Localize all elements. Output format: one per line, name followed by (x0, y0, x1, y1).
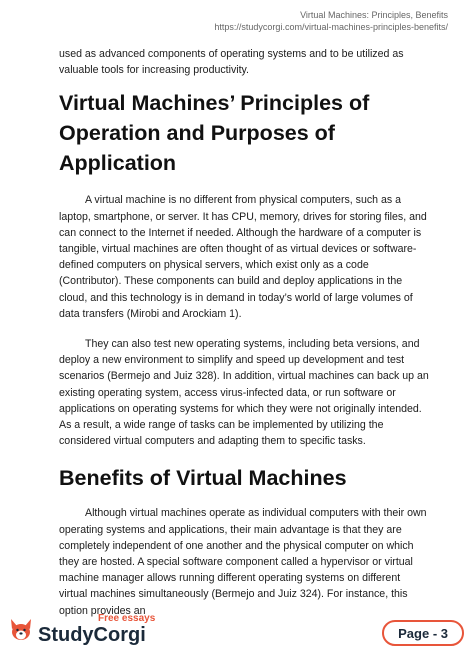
intro-paragraph: used as advanced components of operating systems and to be utilized as valuable tools for increasing productivity. (59, 48, 404, 77)
section-heading-principles: Virtual Machines’ Principles of Operation and Purposes of Application (59, 91, 370, 176)
page-number-badge: Page - 3 (382, 620, 464, 646)
brand-name: StudyCorgi (38, 624, 146, 646)
section-heading-benefits: Benefits of Virtual Machines (59, 466, 347, 491)
paragraph-2: They can also test new operating systems, including beta versions, and deploy a new environment to simplify and speed up development and test scenarios (Bermejo and Juiz 328). In addition, virtual machines can back up an existing operating system, access virus-infected data, or run software or applications on operating systems for which they were not originally intended. As a result, a wide range of tasks can be implemented by utilizing the considered virtual computers and adapting them to specific tasks. (59, 338, 429, 448)
studycorgi-logo[interactable] (8, 614, 155, 646)
page-header (214, 9, 448, 33)
paragraph-1: A virtual machine is no different from physical computers, such as a laptop, smartphone, or server. It has CPU, memory, drives for storing files, and can connect to the Internet if needed. Although the hardware of a computer is tangible, virtual machines are often thought of as virtual devices or software-defined computers on physical servers, which exist only as a code (Contributor). These components can build and deploy applications in the cloud, and this technology is in demand in today’s world of large volumes of data transfers (Mirobi and Arockiam 1). (59, 194, 427, 320)
page-footer (0, 610, 474, 654)
paragraph-3: Although virtual machines operate as individual computers with their own operating systems and applications, their main advantage is that they are completely independent of one another and the physical computer on which they are hosted. A special software component called a hypervisor or virtual machine manager allows running different operating systems on different virtual machines simultaneously (Bermejo and Juiz 324). For instance, this option provides an (59, 507, 427, 617)
document-title: Virtual Machines: Principles, Benefits (300, 10, 448, 20)
document-body (59, 46, 429, 633)
corgi-icon (8, 617, 34, 646)
document-url[interactable]: https://studycorgi.com/virtual-machines-principles-benefits/ (214, 22, 448, 32)
free-essays-tagline: Free essays (98, 613, 156, 624)
logo-text (38, 614, 155, 646)
